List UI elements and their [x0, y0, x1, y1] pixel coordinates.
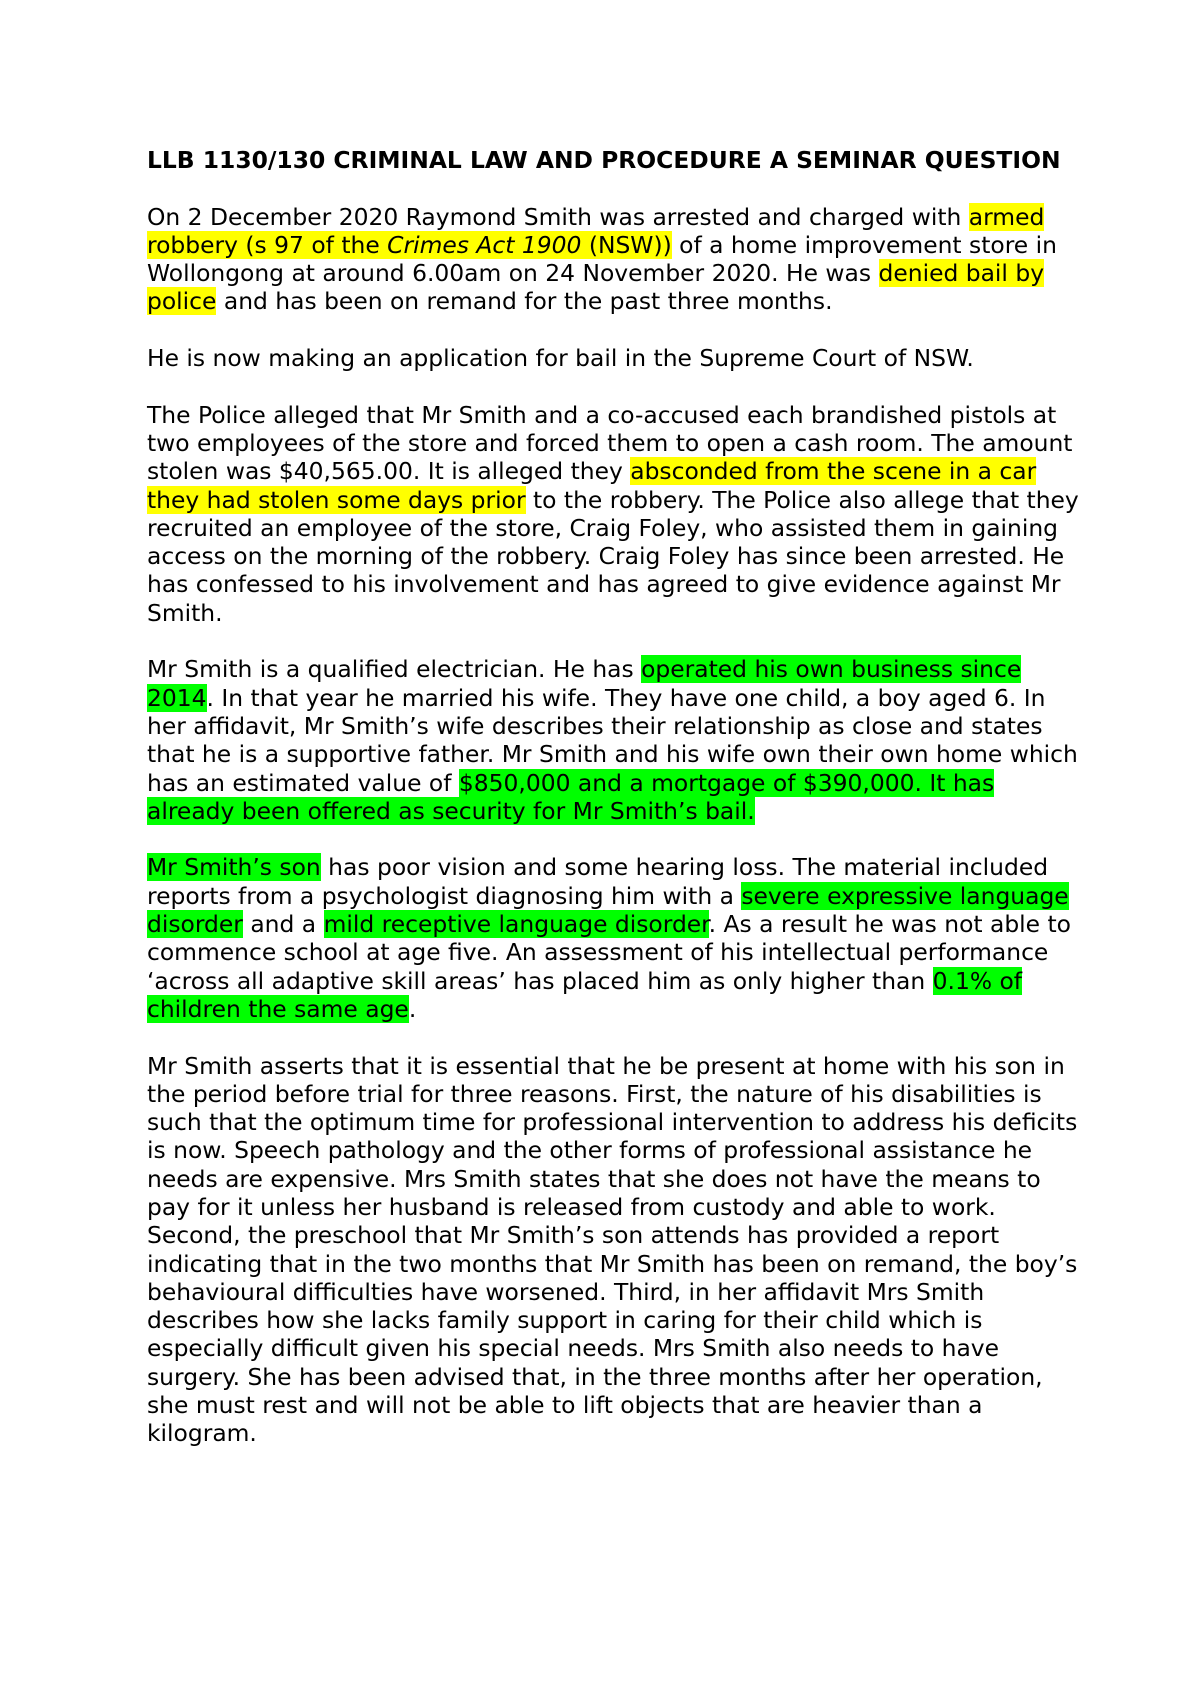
text-run: . As a result he was not able to commence school at age five. An assessment of his intellectual performance ‘across all adaptive skill areas’ has placed him as only higher than: [147, 910, 1071, 995]
text-run: to the robbery. The Police also allege that they recruited an employee of the store, Craig Foley, who assisted them in gaining access on the morning of the robbery. Craig Foley has since been arrested. He has confessed to his involvement and has agreed to give evidence against Mr Smith.: [147, 485, 1079, 627]
text-run: Mr Smith asserts that it is essential that he be present at home with his son in the period before trial for three reasons. First, the nature of his disabilities is such that the optimum time for professional intervention to address his deficits is now. Speech pathology and the other forms of professional assistance he needs are expensive. Mrs Smith states that she does not have the means to pay for it unless her husband is released from custody and able to work. Second, the preschool that Mr Smith’s son attends has provided a report indicating that in the two months that Mr Smith has been on remand, the boy’s behavioural difficulties have worsened. Third, in her affidavit Mrs Smith describes how she lacks family support in caring for their child which is especially difficult given his special needs. Mrs Smith also needs to have surgery. She has been advised that, in the three months after her operation, she must rest and will not be able to lift objects that are heavier than a kilogram.: [147, 1051, 1078, 1448]
highlight-percentile: 0.1% of children the same age: [147, 966, 1023, 1023]
highlight-absconded: absconded from the scene in a car they had stolen some days prior: [147, 457, 1037, 514]
highlight-expressive: severe expressive language disorder: [147, 881, 1069, 939]
text-run: and has been on remand for the past three months.: [216, 287, 833, 316]
highlight-denied-bail: denied bail by police: [147, 259, 1045, 316]
act-title: Crimes Act 1900: [387, 230, 582, 259]
text-run: On 2 December 2020 Raymond Smith was arrested and charged with: [147, 202, 969, 231]
text-run: . In that year he married his wife. They have one child, a boy aged 6. In her affidavit, Mr Smith’s wife describes their relationship as close and states that he is a supportive father. Mr Smith and his wife own their own home which has an estimated value of: [147, 683, 1078, 797]
paragraph-background: [147, 655, 1087, 825]
paragraph-application: [147, 344, 1087, 372]
text-run: armed robbery (s 97 of the: [147, 202, 1045, 259]
text-run: has poor vision and some hearing loss. The material included reports from a psychologist diagnosing him with a: [147, 853, 1049, 910]
highlight-business: operated his own business since 2014: [147, 655, 1022, 712]
highlight-son: Mr Smith’s son: [147, 853, 321, 882]
document-body: [147, 146, 1087, 1476]
text-run: and a: [242, 910, 324, 939]
paragraph-reasons: [147, 1052, 1087, 1448]
highlight-receptive: mild receptive language disorder: [323, 910, 709, 939]
text-run: (NSW)): [581, 230, 672, 259]
highlight-security: $850,000 and a mortgage of $390,000. It has already been offered as security for Mr Smith’s bail.: [147, 768, 995, 825]
paragraph-son: [147, 853, 1087, 1023]
text-run: The Police alleged that Mr Smith and a co-accused each brandished pistols at two employees of the store and forced them to open a cash room. The amount stolen was $40,565.00. It is alleged they: [147, 400, 1073, 486]
paragraph-arrest: [147, 203, 1087, 316]
document-title: LLB 1130/130 CRIMINAL LAW AND PROCEDURE A SEMINAR QUESTION: [147, 146, 1061, 174]
text-run: of a home improvement store in Wollongong at around 6.00am on 24 November 2020. He was: [147, 230, 1057, 288]
text-run: .: [408, 994, 417, 1023]
paragraph-allegations: [147, 401, 1087, 627]
text-run: He is now making an application for bail in the Supreme Court of NSW.: [147, 344, 974, 373]
text-run: Mr Smith is a qualified electrician. He has: [147, 655, 642, 684]
